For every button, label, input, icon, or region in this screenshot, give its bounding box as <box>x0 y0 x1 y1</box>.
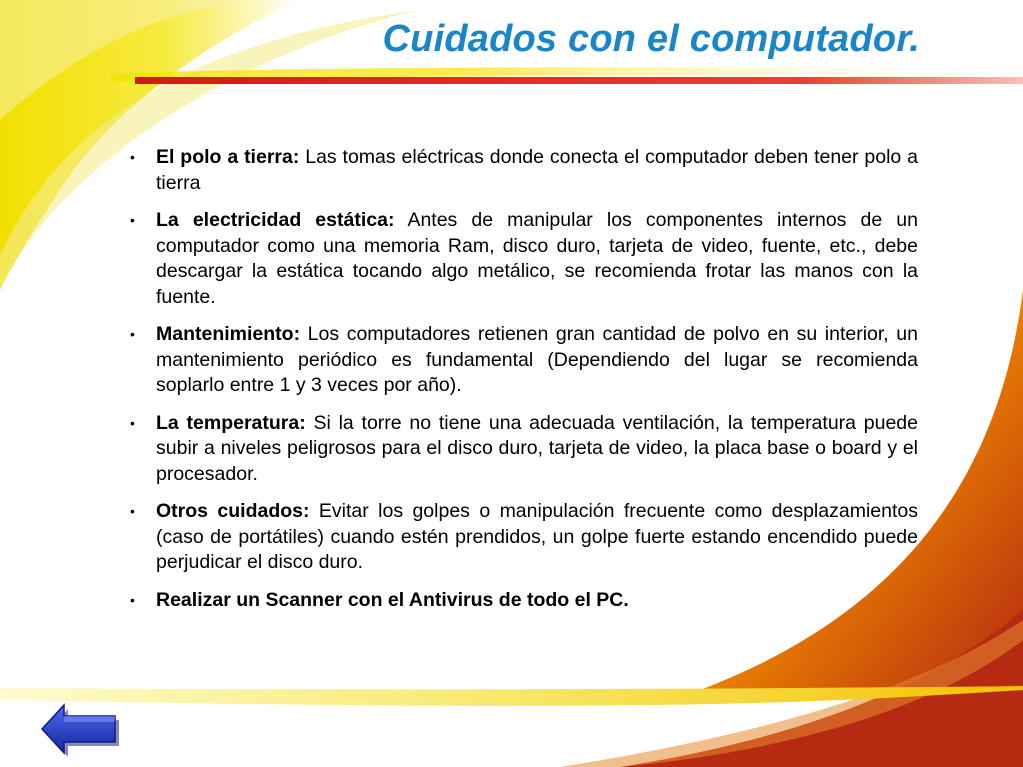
list-item <box>130 208 918 310</box>
slide-content <box>130 145 918 625</box>
slide-title: Cuidados con el computador. <box>382 18 920 60</box>
list-item <box>130 499 918 576</box>
bullet-icon: • <box>130 149 135 165</box>
item-text: Antes de manipular los componentes internos de un computador como una memoria Ram, disco duro, tarjeta de video, fuente, etc., debe descargar la estática tocando algo metálico, se recomienda frotar las manos con la fuente. <box>156 209 918 308</box>
list-item <box>130 588 918 614</box>
list-item <box>130 411 918 488</box>
bullet-icon: • <box>130 326 135 342</box>
item-term: La electricidad estática: <box>156 209 395 231</box>
item-text: Si la torre no tiene una adecuada ventilación, la temperatura puede subir a niveles peligrosos para el disco duro, tarjeta de video, la placa base o board y el procesador. <box>156 411 918 485</box>
bullet-icon: • <box>130 503 135 519</box>
bullet-icon: • <box>130 212 135 228</box>
back-button[interactable] <box>40 702 120 752</box>
list-item <box>130 322 918 399</box>
item-term: Mantenimiento: <box>156 323 301 345</box>
list-item <box>130 145 918 196</box>
item-text: Los computadores retienen gran cantidad de polvo en su interior, un mantenimiento periódico es fundamental (Dependiendo del lugar se recomienda soplarlo entre 1 y 3 veces por año). <box>156 323 918 396</box>
bullet-list <box>130 145 918 613</box>
item-text: Las tomas eléctricas donde conecta el computador deben tener polo a tierra <box>156 146 918 194</box>
item-term: La temperatura: <box>156 411 306 434</box>
item-term: Realizar un Scanner con el Antivirus de todo el PC. <box>156 588 629 611</box>
bullet-icon: • <box>130 414 135 431</box>
item-term: El polo a tierra: <box>156 146 300 168</box>
bullet-icon: • <box>130 591 135 608</box>
item-text: Evitar los golpes o manipulación frecuente como desplazamientos (caso de portátiles) cuando estén prendidos, un golpe fuerte estando encendido puede perjudicar el disco duro. <box>156 500 918 573</box>
item-term: Otros cuidados: <box>156 500 310 522</box>
title-underline <box>135 77 1023 84</box>
